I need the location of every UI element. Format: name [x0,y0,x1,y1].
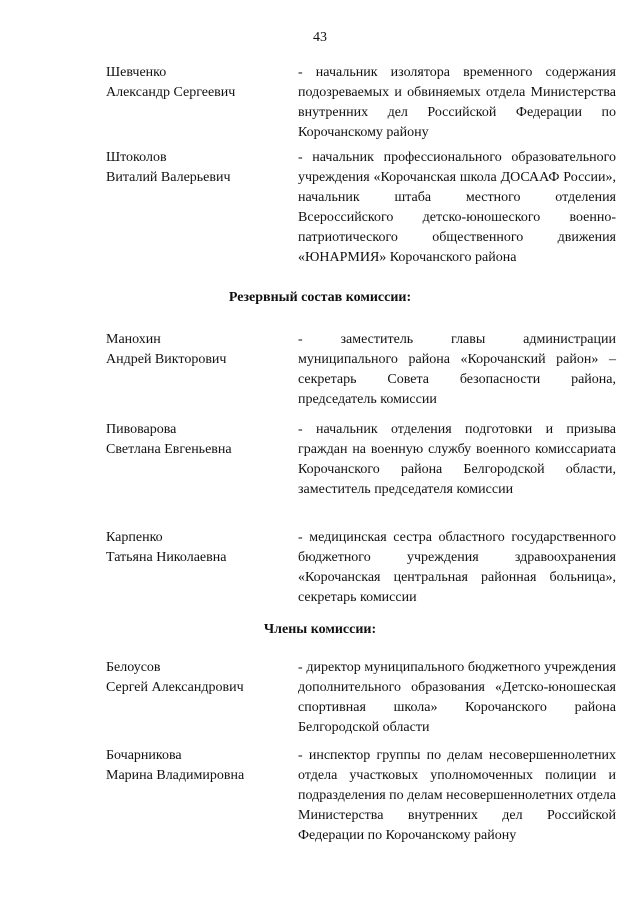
member-surname: Штоколов [106,150,167,165]
member-surname: Бочарникова [106,748,182,763]
member-name [106,746,286,786]
member-position: - заместитель главы администрации муниципального района «Корочанский район» – секретарь Совета безопасности района, председатель комиссии [298,332,616,407]
member-name [106,420,286,460]
member-given-names: Марина Владимировна [106,768,245,783]
member-surname: Пивоварова [106,422,177,437]
member-given-names: Татьяна Николаевна [106,550,227,565]
member-surname: Шевченко [106,65,167,80]
member-surname: Карпенко [106,530,163,545]
member-given-names: Светлана Евгеньевна [106,442,232,457]
section-title-reserve: Резервный состав комиссии: [228,290,412,305]
member-position: - начальник отделения подготовки и призыва граждан на военную службу военного комиссариата Корочанского района Белгородской области, заместитель председателя комиссии [298,422,616,497]
member-position: - директор муниципального бюджетного учреждения дополнительного образования «Детско-юношеская спортивная школа» Корочанского района Белгородской области [298,660,616,735]
member-name [106,528,286,568]
member-name [106,330,286,370]
member-surname: Белоусов [106,660,161,675]
member-given-names: Александр Сергеевич [106,85,236,100]
member-name [106,63,286,103]
member-given-names: Андрей Викторович [106,352,227,367]
member-position: - медицинская сестра областного государственного бюджетного учреждения здравоохранения «Корочанская центральная районная больница», секретарь комиссии [298,530,616,605]
member-position: - инспектор группы по делам несовершеннолетних отдела участковых уполномоченных полиции и подразделения по делам несовершеннолетних отдела Министерства внутренних дел Российской Федерации по Корочанскому району [298,748,616,843]
section-title-members: Члены комиссии: [263,622,377,637]
member-surname: Манохин [106,332,161,347]
member-position: - начальник изолятора временного содержания подозреваемых и обвиняемых отдела Министерства внутренних дел Российской Федерации по Корочанскому району [298,65,616,140]
page-number: 43 [313,30,327,45]
member-name [106,658,286,698]
member-given-names: Сергей Александрович [106,680,244,695]
member-position: - начальник профессионального образовательного учреждения «Корочанская школа ДОСААФ России», начальник штаба местного отделения Всероссийского детско-юношеского военно-патриотического общественного движения «ЮНАРМИЯ» Корочанского района [298,150,616,265]
member-name [106,148,286,188]
member-given-names: Виталий Валерьевич [106,170,231,185]
